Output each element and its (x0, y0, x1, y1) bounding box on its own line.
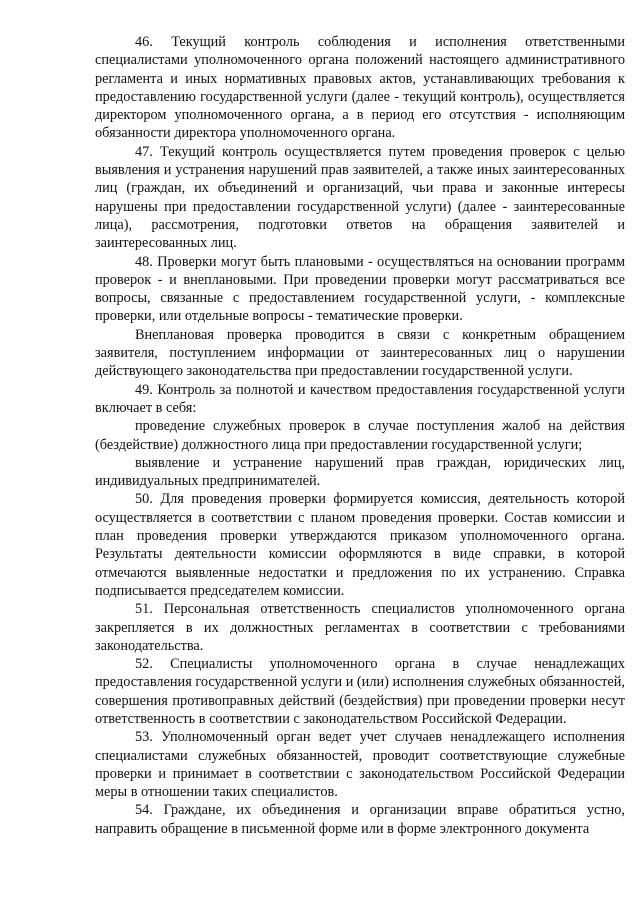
paragraph-48: 48. Проверки могут быть плановыми - осуществляться на основании программ проверок - и внеплановыми. При проведении проверки могут рассматриваться все вопросы, связанные с предоставлением государственной услуги, - комплексные проверки, или отдельные вопросы - тематические проверки. (95, 253, 625, 325)
paragraph-49: 49. Контроль за полнотой и качеством предоставления государственной услуги включает в себя: (95, 381, 625, 416)
paragraph-50: 50. Для проведения проверки формируется комиссия, деятельность которой осуществляется в соответствии с планом проведения проверки. Состав комиссии и план проведения проверки утверждаются приказом уполномоченного органа. Результаты деятельности комиссии оформляются в виде справки, в которой отмечаются выявленные недостатки и предложения по их устранению. Справка подписывается председателем комиссии. (95, 491, 625, 599)
document-page (95, 33, 625, 838)
paragraph-49-item-2: выявление и устранение нарушений прав граждан, юридических лиц, индивидуальных предпринимателей. (95, 454, 625, 490)
paragraph-51: 51. Персональная ответственность специалистов уполномоченного органа закрепляется в их должностных регламентах в соответствии с требованиями законодательства. (95, 601, 625, 654)
paragraph-47: 47. Текущий контроль осуществляется путем проведения проверок с целью выявления и устранения нарушений прав заявителей, а также иных заинтересованных лиц (граждан, их объединений и организаций, чьи права и законные интересы нарушены при предоставлении государственной услуги) (далее - заинтересованные лица), рассмотрения, подготовки ответов на обращения заявителей и заинтересованных лиц. (95, 143, 625, 252)
paragraph-49-item-1: проведение служебных проверок в случае поступления жалоб на действия (бездействие) должностного лица при предоставлении государственной услуги; (95, 418, 625, 453)
paragraph-52: 52. Специалисты уполномоченного органа в случае ненадлежащих предоставления государственной услуги и (или) исполнения служебных обязанностей, совершения противоправных действий (бездействия) при проведении проверки несут ответственность в соответствии с законодательством Российской Федерации. (95, 656, 625, 727)
paragraph-46: 46. Текущий контроль соблюдения и исполнения ответственными специалистами уполномоченного органа положений настоящего административного регламента и иных нормативных правовых актов, устанавливающих требования к предоставлению государственной услуги (далее - текущий контроль), осуществляется директором уполномоченного органа, а в период его отсутствия - исполняющим обязанности директора уполномоченного органа. (95, 34, 625, 142)
paragraph-unscheduled-inspection: Внеплановая проверка проводится в связи с конкретным обращением заявителя, поступлением информации от заинтересованных лиц о нарушении действующего законодательства при предоставлении государственной услуги. (95, 326, 625, 380)
paragraph-54: 54. Граждане, их объединения и организации вправе обратиться устно, направить обращение в письменной форме или в форме электронного документа (95, 802, 625, 837)
paragraph-53: 53. Уполномоченный орган ведет учет случаев ненадлежащего исполнения специалистами служебных обязанностей, проводит соответствующие служебные проверки и принимает в соответствии с законодательством Российской Федерации меры в отношении таких специалистов. (95, 729, 625, 801)
